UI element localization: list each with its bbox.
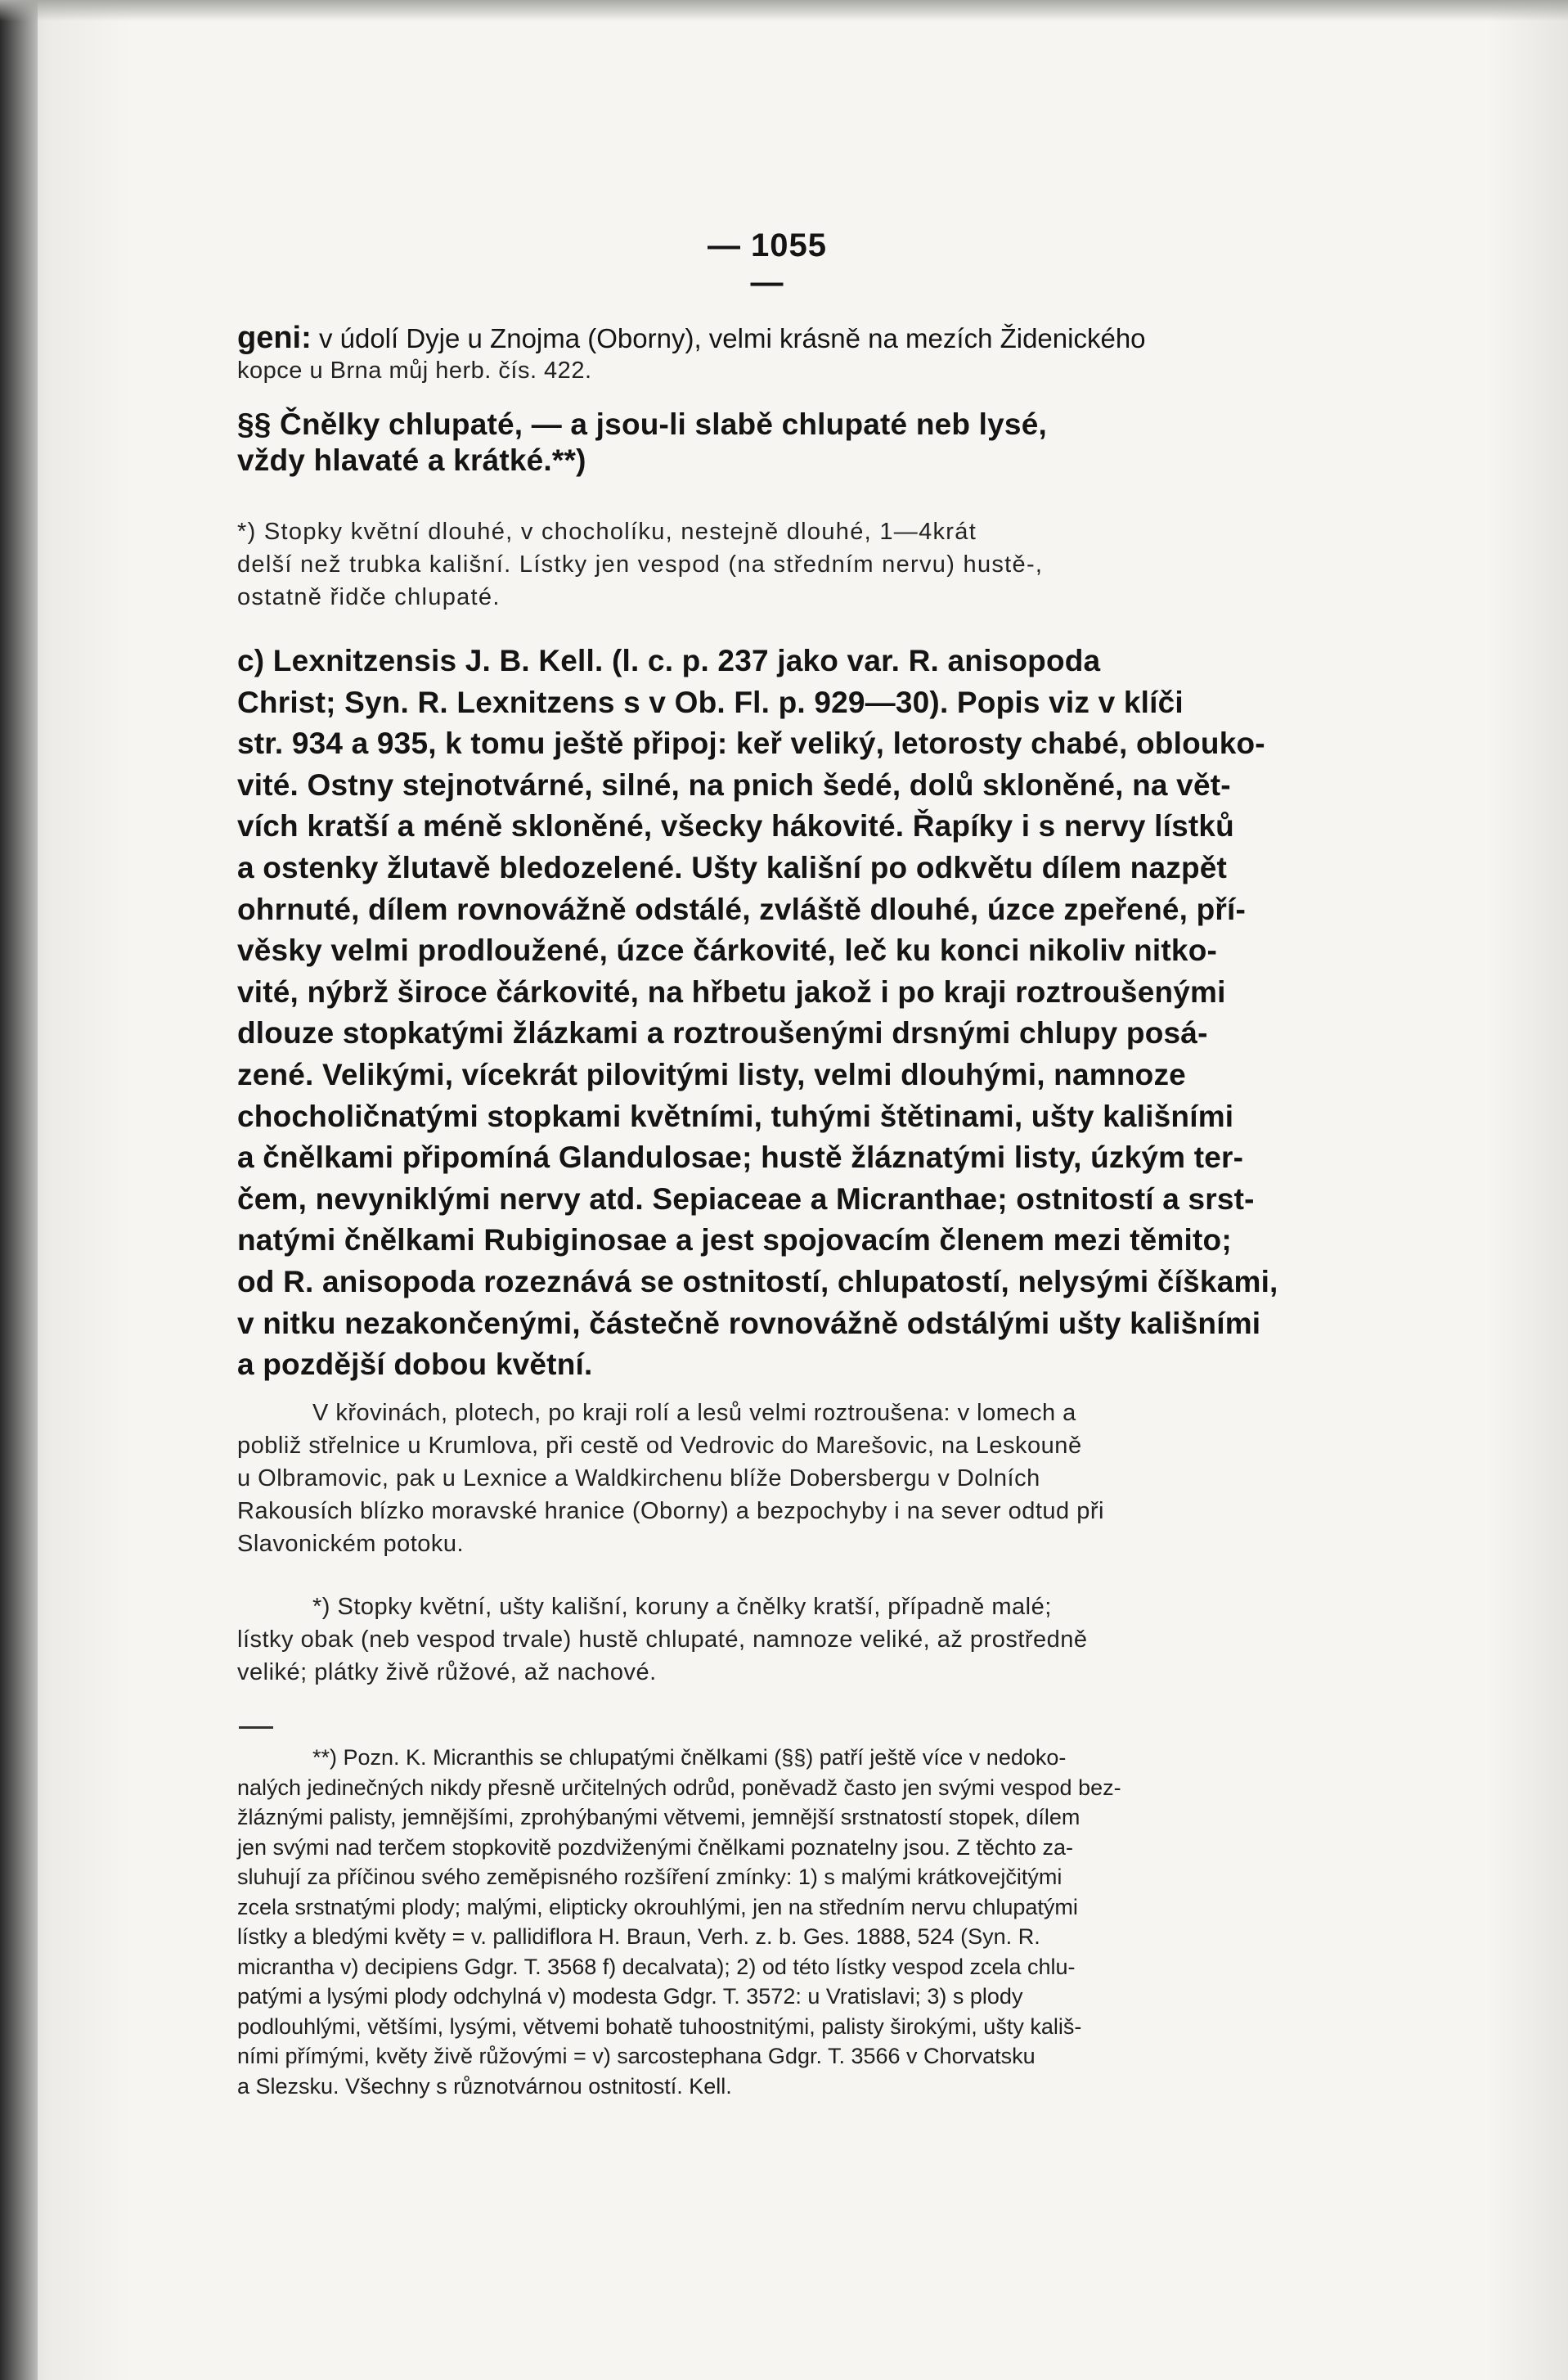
footnote-double-star-line: nalých jedinečných nikdy přesně určitelných odrůd, poněvadž často jen svými vespod bez- bbox=[237, 1775, 1121, 1800]
main-line: čem, nevyniklými nervy atd. Sepiaceae a Micranthae; ostnitostí a srst- bbox=[237, 1181, 1255, 1216]
locality-paragraph bbox=[237, 1397, 1301, 1560]
footnote-double-star-line: jen svými nad terčem stopkovitě pozdviženými čnělkami poznatelny jsou. Z těchto za- bbox=[237, 1834, 1073, 1860]
footnote-star-2-line: veliké; plátky živě růžové, až nachové. bbox=[237, 1659, 657, 1685]
footnote-double-star-line: žláznými palisty, jemnějšími, zprohýbanými větvemi, jemnější srstnatostí stopek, dílem bbox=[237, 1805, 1081, 1829]
page-number: — 1055 — bbox=[707, 227, 828, 300]
footnote-double-star-line: lístky a bledými květy = v. pallidiflora H. Braun, Verh. z. b. Ges. 1888, 524 (Syn. R. bbox=[237, 1924, 1040, 1949]
page-top-shadow bbox=[0, 0, 1568, 21]
footnote-star-1-line-2: delší než trubka kališní. Lístky jen vespod (na středním nervu) hustě-, bbox=[237, 551, 1044, 578]
intro-line-2: kopce u Brna můj herb. čís. 422. bbox=[237, 358, 592, 384]
main-line: chocholičnatými stopkami květními, tuhými štětinami, ušty kališními bbox=[237, 1099, 1234, 1133]
main-line: Christ; Syn. R. Lexnitzens s v Ob. Fl. p. 929—30). Popis viz v klíči bbox=[237, 685, 1184, 719]
main-line: vích kratší a méně skloněné, všecky hákovité. Řapíky i s nervy lístků bbox=[237, 809, 1234, 844]
locality-line: V křovinách, plotech, po kraji rolí a lesů velmi roztroušena: v lomech a bbox=[312, 1400, 1076, 1426]
main-line: v nitku nezakončenými, částečně rovnovážně odstálými ušty kališními bbox=[237, 1306, 1261, 1340]
main-line: ohrnuté, dílem rovnovážně odstálé, zvláště dlouhé, úzce zpeřené, pří- bbox=[237, 892, 1247, 926]
footnote-double-star bbox=[237, 1743, 1301, 2101]
page-binding-shadow bbox=[0, 0, 38, 2380]
intro-line-1: v údolí Dyje u Znojma (Oborny), velmi krásně na mezích Židenického bbox=[311, 323, 1146, 353]
footnote-star-1 bbox=[237, 515, 1301, 614]
footnote-star-2 bbox=[237, 1590, 1301, 1689]
footnote-double-star-line: **) Pozn. K. Micranthis se chlupatými čnělkami (§§) patří ještě více v nedoko- bbox=[312, 1745, 1067, 1770]
section-heading-line-1: §§ Čnělky chlupaté, — a jsou-li slabě chlupaté neb lysé, bbox=[237, 407, 1047, 441]
main-line: natými čnělkami Rubiginosae a jest spojovacím členem mezi těmito; bbox=[237, 1223, 1232, 1257]
main-line: věsky velmi prodloužené, úzce čárkovité, leč ku konci nikoliv nitko- bbox=[237, 934, 1218, 968]
main-line: a pozdější dobou květní. bbox=[237, 1347, 593, 1382]
footnote-star-1-line-3: ostatně řidče chlupaté. bbox=[237, 584, 501, 610]
main-line: vité, nýbrž široce čárkovité, na hřbetu jakož i po kraji roztroušenými bbox=[237, 974, 1226, 1009]
main-line: a čnělkami připomíná Glandulosae; hustě žláznatými listy, úzkým ter- bbox=[237, 1141, 1244, 1175]
main-line: zené. Velikými, vícekrát pilovitými listy, velmi dlouhými, namnoze bbox=[237, 1057, 1186, 1091]
footnote-star-1-line-1: *) Stopky květní dlouhé, v chocholíku, nestejně dlouhé, 1—4krát bbox=[237, 519, 977, 545]
main-line: vité. Ostny stejnotvárné, silné, na pnich šedé, dolů skloněné, na vět- bbox=[237, 767, 1231, 802]
intro-block bbox=[237, 321, 1301, 385]
footnote-double-star-line: a Slezsku. Všechny s různotvárnou ostnitostí. Kell. bbox=[237, 2073, 732, 2099]
main-line: c) Lexnitzensis J. B. Kell. (l. c. p. 237 jako var. R. anisopoda bbox=[237, 644, 1101, 677]
section-heading bbox=[237, 407, 1301, 478]
locality-line: pobliž střelnice u Krumlova, při cestě od Vedrovic do Marešovic, na Leskouně bbox=[237, 1433, 1082, 1459]
main-line: a ostenky žlutavě bledozelené. Ušty kališní po odkvětu dílem nazpět bbox=[237, 850, 1228, 884]
intro-lead-word: geni: bbox=[237, 321, 312, 355]
footnote-separator bbox=[239, 1726, 273, 1729]
main-line: dlouze stopkatými žlázkami a roztroušenými drsnými chlupy posá- bbox=[237, 1016, 1208, 1051]
footnote-star-2-line: lístky obak (neb vespod trvale) hustě chlupaté, namnoze veliké, až prostředně bbox=[237, 1626, 1088, 1653]
footnote-double-star-line: zcela srstnatými plody; malými, elipticky okrouhlými, jen na středním nervu chlupatými bbox=[237, 1894, 1078, 1919]
locality-line: u Olbramovic, pak u Lexnice a Waldkirchenu blíže Dobersbergu v Dolních bbox=[237, 1465, 1040, 1491]
footnote-double-star-line: sluhují za příčinou svého zeměpisného rozšíření zmínky: 1) s malými krátkovejčitými bbox=[237, 1865, 1063, 1889]
footnote-star-2-line: *) Stopky květní, ušty kališní, korunу a čnělky kratší, případně malé; bbox=[312, 1594, 1052, 1620]
main-paragraph bbox=[237, 641, 1301, 1386]
locality-line: Slavonickém potoku. bbox=[237, 1531, 465, 1557]
main-line: str. 934 a 935, k tomu ještě připoj: keř veliký, letorosty chabé, oblouko- bbox=[237, 727, 1265, 761]
footnote-double-star-line: patými a lysými plody odchylná v) modesta Gdgr. T. 3572: u Vratislavi; 3) s plody bbox=[237, 1984, 1023, 2009]
section-heading-line-2: vždy hlavaté a krátké.**) bbox=[237, 443, 586, 477]
footnote-double-star-line: podlouhlými, většími, lysými, větvemi bohatě tuhoostnitými, palisty širokými, ušty kališ- bbox=[237, 2013, 1082, 2039]
locality-line: Rakousích blízko moravské hranice (Oborny) a bezpochyby i na sever odtud při bbox=[237, 1498, 1104, 1524]
footnote-double-star-line: micrantha v) decipiens Gdgr. T. 3568 f) decalvata); 2) od této lístky vespod zcela chlu- bbox=[237, 1954, 1076, 1979]
footnote-double-star-line: ními přímými, květy živě růžovými = v) sarcostephana Gdgr. T. 3566 v Chorvatsku bbox=[237, 2044, 1036, 2068]
main-line: od R. anisopoda rozeznává se ostnitostí, chlupatostí, nelysými číškami, bbox=[237, 1264, 1278, 1298]
